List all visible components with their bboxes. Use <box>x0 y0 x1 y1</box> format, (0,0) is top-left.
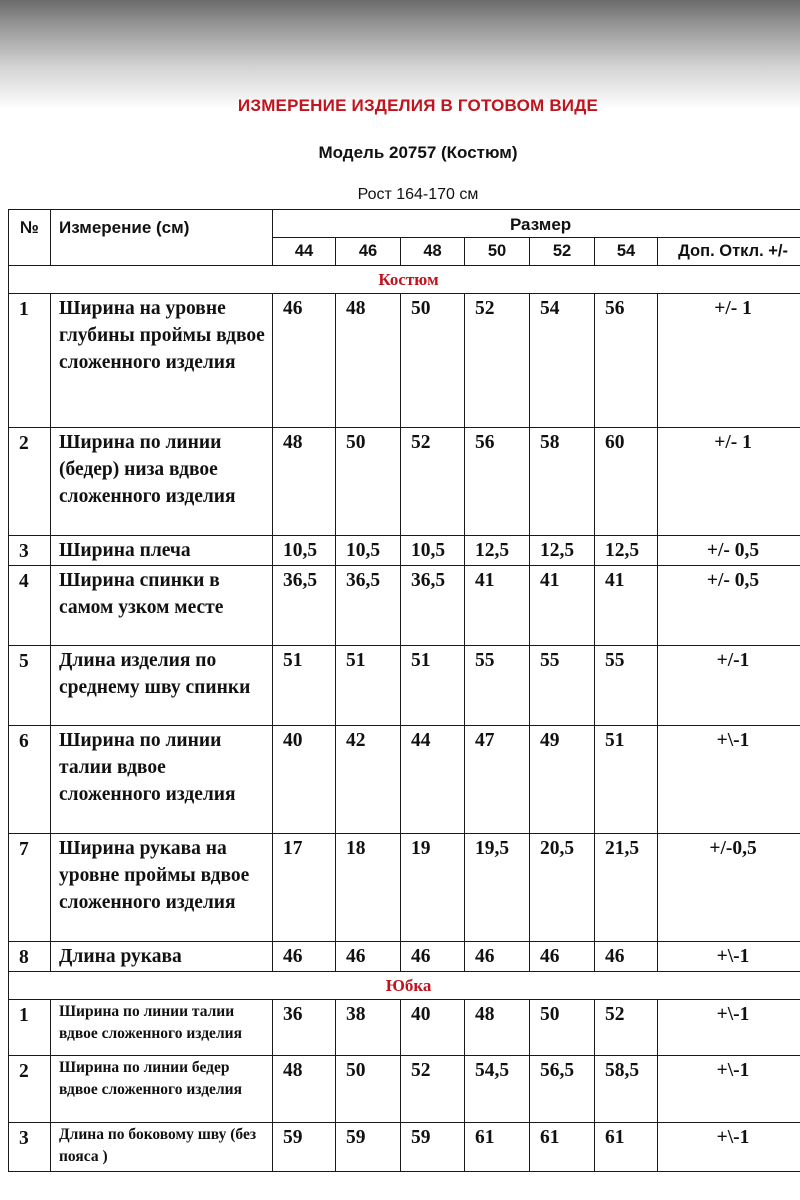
size-46-value: 18 <box>336 834 401 942</box>
size-46-value: 42 <box>336 726 401 834</box>
size-54-value: 58,5 <box>595 1056 658 1123</box>
size-50-value: 46 <box>465 942 530 972</box>
size-54-value: 56 <box>595 294 658 428</box>
tolerance-value: +\-1 <box>658 1000 800 1056</box>
table-row <box>9 536 800 566</box>
size-46-value: 50 <box>336 1056 401 1123</box>
size-46-value: 10,5 <box>336 536 401 566</box>
size-44-value: 46 <box>273 294 336 428</box>
size-44-value: 48 <box>273 1056 336 1123</box>
size-50-value: 41 <box>465 566 530 646</box>
photo-top-shadow <box>0 0 800 110</box>
size-52-value: 56,5 <box>530 1056 595 1123</box>
size-52-value: 58 <box>530 428 595 536</box>
row-number: 5 <box>9 646 51 726</box>
row-number: 3 <box>9 536 51 566</box>
section-title: Юбка <box>9 972 800 1000</box>
column-header-number: № <box>9 210 51 266</box>
size-48-value: 52 <box>401 428 465 536</box>
size-50-value: 56 <box>465 428 530 536</box>
size-52-value: 55 <box>530 646 595 726</box>
size-52-value: 20,5 <box>530 834 595 942</box>
measurement-name: Ширина по линии талии вдвое сложенного изделия <box>51 1000 273 1056</box>
size-50-value: 12,5 <box>465 536 530 566</box>
section-title: Костюм <box>9 266 800 294</box>
row-number: 4 <box>9 566 51 646</box>
measurement-name: Ширина спинки в самом узком месте <box>51 566 273 646</box>
row-number: 2 <box>9 1056 51 1123</box>
size-52-value: 12,5 <box>530 536 595 566</box>
size-46-value: 48 <box>336 294 401 428</box>
size-54-value: 46 <box>595 942 658 972</box>
measurement-name: Длина изделия по среднему шву спинки <box>51 646 273 726</box>
column-header-measurement: Измерение (см) <box>51 210 273 266</box>
size-50-value: 55 <box>465 646 530 726</box>
size-54-value: 55 <box>595 646 658 726</box>
row-number: 1 <box>9 294 51 428</box>
tolerance-value: +/-1 <box>658 646 800 726</box>
measurement-name: Длина по боковому шву (без пояса ) <box>51 1123 273 1172</box>
table-row <box>9 834 800 942</box>
size-52-header: 52 <box>530 238 595 266</box>
size-44-value: 36,5 <box>273 566 336 646</box>
row-number: 6 <box>9 726 51 834</box>
size-46-value: 59 <box>336 1123 401 1172</box>
size-54-value: 41 <box>595 566 658 646</box>
measurement-name: Длина рукава <box>51 942 273 972</box>
size-46-value: 50 <box>336 428 401 536</box>
size-44-value: 51 <box>273 646 336 726</box>
size-52-value: 61 <box>530 1123 595 1172</box>
tolerance-value: +/- 1 <box>658 428 800 536</box>
measurement-name: Ширина на уровне глубины проймы вдвое сложенного изделия <box>51 294 273 428</box>
tolerance-value: +/-0,5 <box>658 834 800 942</box>
size-50-value: 19,5 <box>465 834 530 942</box>
tolerance-header: Доп. Откл. +/- <box>658 238 800 266</box>
size-48-value: 10,5 <box>401 536 465 566</box>
size-54-header: 54 <box>595 238 658 266</box>
size-46-value: 36,5 <box>336 566 401 646</box>
header-row-top <box>9 210 800 238</box>
size-54-value: 61 <box>595 1123 658 1172</box>
height-range: Рост 164-170 см <box>357 186 479 203</box>
size-54-value: 21,5 <box>595 834 658 942</box>
size-48-value: 19 <box>401 834 465 942</box>
row-number: 3 <box>9 1123 51 1172</box>
table-row <box>9 428 800 536</box>
size-48-value: 50 <box>401 294 465 428</box>
size-54-value: 60 <box>595 428 658 536</box>
size-48-value: 44 <box>401 726 465 834</box>
size-52-value: 41 <box>530 566 595 646</box>
size-54-value: 12,5 <box>595 536 658 566</box>
row-number: 8 <box>9 942 51 972</box>
size-48-header: 48 <box>401 238 465 266</box>
size-50-value: 47 <box>465 726 530 834</box>
size-46-header: 46 <box>336 238 401 266</box>
size-48-value: 52 <box>401 1056 465 1123</box>
size-48-value: 51 <box>401 646 465 726</box>
size-44-value: 10,5 <box>273 536 336 566</box>
table-row <box>9 566 800 646</box>
row-number: 2 <box>9 428 51 536</box>
measurement-name: Ширина по линии (бедер) низа вдвое сложенного изделия <box>51 428 273 536</box>
size-44-value: 36 <box>273 1000 336 1056</box>
tolerance-value: +\-1 <box>658 942 800 972</box>
size-44-value: 40 <box>273 726 336 834</box>
size-44-value: 17 <box>273 834 336 942</box>
table-row <box>9 942 800 972</box>
column-header-size: Размер <box>273 210 800 238</box>
size-52-value: 54 <box>530 294 595 428</box>
measurement-table <box>8 209 800 1172</box>
table-row <box>9 1123 800 1172</box>
row-number: 1 <box>9 1000 51 1056</box>
table-row <box>9 294 800 428</box>
measurement-name: Ширина рукава на уровне проймы вдвое сложенного изделия <box>51 834 273 942</box>
tolerance-value: +\-1 <box>658 726 800 834</box>
size-52-value: 46 <box>530 942 595 972</box>
section-row <box>9 972 800 1000</box>
size-50-value: 61 <box>465 1123 530 1172</box>
size-52-value: 50 <box>530 1000 595 1056</box>
section-row <box>9 266 800 294</box>
size-52-value: 49 <box>530 726 595 834</box>
table-row <box>9 1056 800 1123</box>
tolerance-value: +/- 0,5 <box>658 536 800 566</box>
size-50-value: 48 <box>465 1000 530 1056</box>
tolerance-value: +\-1 <box>658 1123 800 1172</box>
size-44-header: 44 <box>273 238 336 266</box>
size-46-value: 38 <box>336 1000 401 1056</box>
model-name: Модель 20757 (Костюм) <box>318 143 518 162</box>
measurement-name: Ширина плеча <box>51 536 273 566</box>
size-44-value: 48 <box>273 428 336 536</box>
table-body <box>9 210 800 1172</box>
document-title: ИЗМЕРЕНИЕ ИЗДЕЛИЯ В ГОТОВОМ ВИДЕ <box>237 96 599 115</box>
size-46-value: 51 <box>336 646 401 726</box>
size-50-header: 50 <box>465 238 530 266</box>
size-48-value: 59 <box>401 1123 465 1172</box>
tolerance-value: +/- 0,5 <box>658 566 800 646</box>
size-44-value: 59 <box>273 1123 336 1172</box>
table-row <box>9 646 800 726</box>
size-44-value: 46 <box>273 942 336 972</box>
size-48-value: 46 <box>401 942 465 972</box>
size-54-value: 52 <box>595 1000 658 1056</box>
measurement-name: Ширина по линии бедер вдвое сложенного изделия <box>51 1056 273 1123</box>
table-row <box>9 726 800 834</box>
size-48-value: 36,5 <box>401 566 465 646</box>
size-54-value: 51 <box>595 726 658 834</box>
size-46-value: 46 <box>336 942 401 972</box>
tolerance-value: +\-1 <box>658 1056 800 1123</box>
table-row <box>9 1000 800 1056</box>
size-48-value: 40 <box>401 1000 465 1056</box>
measurement-name: Ширина по линии талии вдвое сложенного изделия <box>51 726 273 834</box>
size-50-value: 54,5 <box>465 1056 530 1123</box>
tolerance-value: +/- 1 <box>658 294 800 428</box>
size-50-value: 52 <box>465 294 530 428</box>
row-number: 7 <box>9 834 51 942</box>
